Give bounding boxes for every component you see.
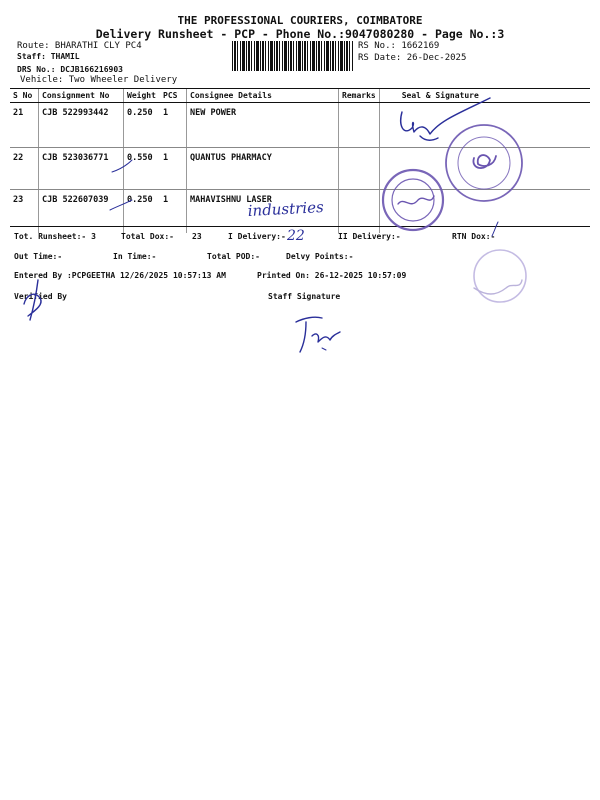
- ii-delivery: II Delivery:-: [338, 232, 401, 241]
- table-bottom-rule: [10, 226, 590, 227]
- total-dox-value: 23: [192, 232, 202, 241]
- in-time: In Time:-: [113, 252, 157, 261]
- staff-signature: Staff Signature: [268, 292, 341, 301]
- row-remarks: [339, 103, 380, 148]
- total-dox-label: Total Dox:-: [121, 232, 174, 241]
- printed-on: Printed On: 26-12-2025 10:57:09: [257, 271, 407, 280]
- row-seal: [379, 148, 590, 190]
- total-runsheet: Tot. Runsheet:- 3: [14, 232, 96, 241]
- row-remarks: [339, 148, 380, 190]
- row-sno: 21: [10, 103, 39, 148]
- page-subtitle: Delivery Runsheet - PCP - Phone No.:9047080280 - Page No.:3: [95, 27, 505, 41]
- row-sno: 23: [13, 195, 24, 205]
- rs-number: RS No.: 1662169: [358, 41, 440, 51]
- row-sno: 22: [10, 148, 39, 190]
- staff-label: Staff: THAMIL: [17, 52, 80, 61]
- row-pcs: 1: [163, 195, 169, 205]
- col-consignee: Consignee Details: [187, 89, 339, 103]
- row-consignment: CJB 522993442: [39, 103, 124, 148]
- col-consignment: Consignment No: [39, 89, 124, 103]
- row-pcs: 1: [160, 148, 187, 190]
- faint-stamp: [474, 250, 526, 302]
- row-seal: [379, 103, 590, 148]
- page-title: THE PROFESSIONAL COURIERS, COIMBATORE: [177, 14, 423, 27]
- out-time: Out Time:-: [14, 252, 63, 261]
- total-pod: Total POD:-: [207, 252, 260, 261]
- runsheet-table: [10, 88, 590, 233]
- table-row: [10, 103, 590, 148]
- table-row: [10, 148, 590, 190]
- col-weight: Weight: [124, 89, 161, 103]
- industries-handwriting: industries: [247, 198, 325, 220]
- barcode: [232, 41, 354, 71]
- col-sno: S No: [10, 89, 39, 103]
- delivery-count-handwriting: 22: [287, 228, 305, 244]
- rtn-dox: RTN Dox:-: [452, 232, 496, 241]
- delvy-points: Delvy Points:-: [286, 252, 354, 261]
- col-remarks: Remarks: [339, 89, 380, 103]
- row-consignee: MAHAVISHNU LASER: [187, 190, 339, 234]
- row-consignee: QUANTUS PHARMACY: [187, 148, 339, 190]
- col-pcs: PCS: [160, 89, 187, 103]
- row-consignment: CJB 523036771: [39, 148, 124, 190]
- entered-by: Entered By :PCPGEETHA 12/26/2025 10:57:13 AM: [14, 271, 226, 280]
- row-weight: 0.550: [124, 148, 161, 190]
- rs-date: RS Date: 26-Dec-2025: [358, 53, 467, 63]
- vehicle-label: Vehicle: Two Wheeler Delivery: [20, 75, 178, 85]
- staff-signature-mark: [296, 317, 340, 352]
- route-label: Route: BHARATHI CLY PC4: [17, 41, 142, 51]
- row-consignee: NEW POWER: [187, 103, 339, 148]
- drs-number: DRS No.: DCJB166216903: [17, 65, 123, 74]
- i-delivery: I Delivery:-: [228, 232, 286, 241]
- col-seal: Seal & Signature: [379, 89, 590, 103]
- row-consignment: CJB 522607039: [39, 190, 124, 234]
- row-weight: 0.250: [124, 190, 161, 234]
- table-header-row: [10, 89, 590, 103]
- verified-by: Verified By: [14, 292, 67, 301]
- row-weight: 0.250: [124, 103, 161, 148]
- row-pcs: 1: [160, 103, 187, 148]
